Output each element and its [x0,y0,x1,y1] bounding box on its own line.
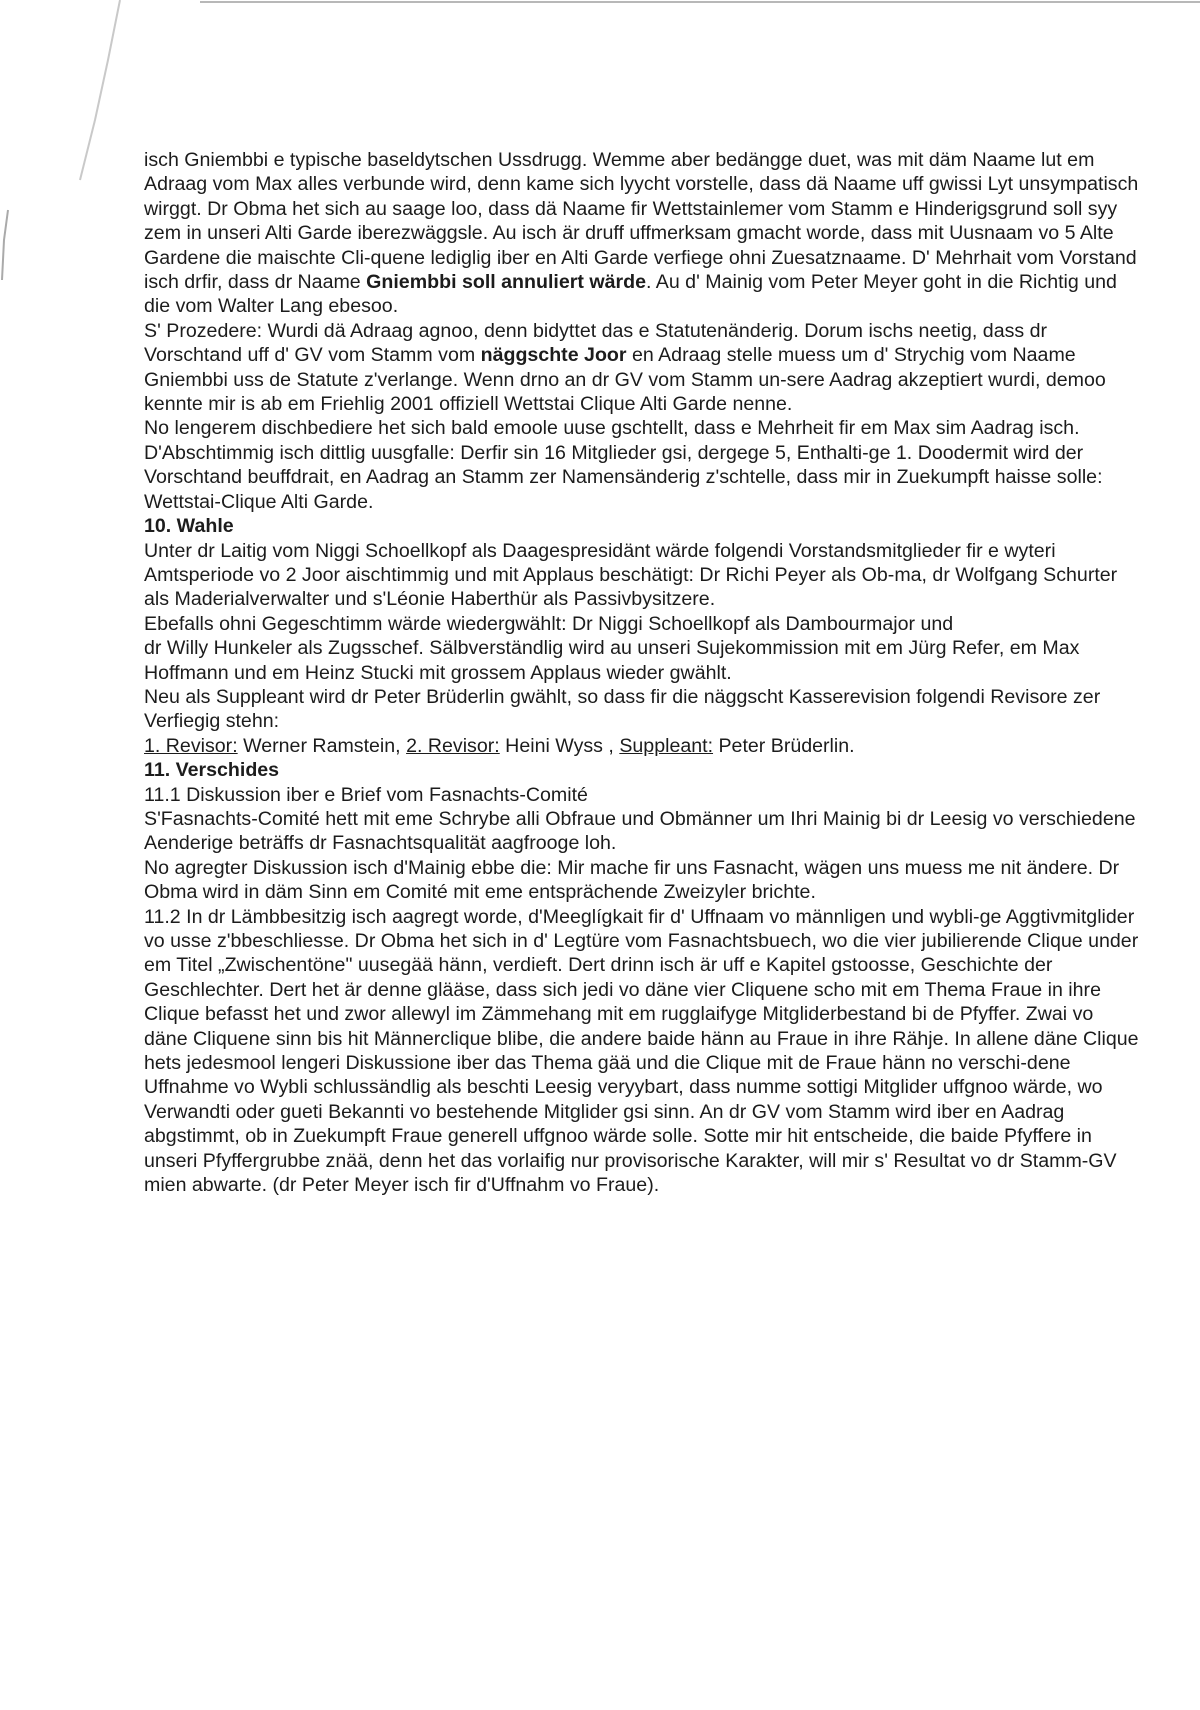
revisors-line [144,734,1139,758]
left-fold-mark [80,0,120,180]
section-10 [144,514,1139,758]
bold-phrase: Gniembbi soll annuliert wärde [366,271,646,294]
left-edge-mark [2,210,8,280]
paragraph-procedure [144,319,1139,417]
paragraph-reelection [144,612,1139,685]
paragraph-text: en Adraag stelle muess um d' Strychig vom Naame Gniembbi uss de Statute z'verlange. Wenn drno an dr GV vom Stamm un-sere Aadrag akzeptiert wurdi, demoo kennte mir is ab em Friehlig 2001 offiziell Wettstai Clique Alti Garde nenne. [144,344,1106,416]
revisor-1-label: 1. Revisor: [144,734,238,757]
revisor-2-label: 2. Revisor: [406,734,500,757]
paragraph-text: isch Gniembbi e typische baseldytschen Ussdrugg. Wemme aber bedängge duet, was mit däm Naame lut em Adraag vom Max alles verbunde wird, denn kame sich lyycht vorstelle, dass dä Naame uff gwissi Lyt unsympatisch wirggt. Dr Obma het sich au saage loo, dass dä Naame fir Wettstainlemer vom Stamm e Hinderigsgrund soll syy zem in unseri Alti Garde iberezwäggsle. Au isch är druff uffmerksam gmacht worde, dass mit Uusnaam vo 5 Alte Gardene die maischte Cli-quene lediglig iber en Alti Garde verfiege ohni Zuesatznaame. D' Mehrhait vom Vorstand isch drfir, dass dr Naame [144,149,1139,294]
suppleant-label: Suppleant: [619,734,714,757]
paragraph-line: Ebefalls ohni Gegeschtimm wärde wiedergwählt: Dr Niggi Schoellkopf als Dambourmajor und [144,612,954,635]
paragraph-name-discussion [144,148,1139,319]
paragraph-comite-letter: S'Fasnachts-Comité hett mit eme Schrybe alli Obfraue und Obmänner um Ihri Mainig bi dr Leesig vo verschiedene Aenderige beträffs dr Fasnachtsqualität aagfrooge loh. [144,807,1136,855]
paragraph-vote-result: No lengerem dischbediere het sich bald emoole uuse gschtellt, dass e Mehrheit fir em Max sim Aadrag isch. D'Abschtimmig isch dittlig uusgfalle: Derfir sin 16 Mitglieder gsi, dergege 5, Enthalti-ge 1. Doodermit wird der Vorschtand beuffdrait, en Aadrag an Stamm zer Namensänderig z'schtelle, dass mir in Zuekumpft haisse solle: Wettstai-Clique Alti Garde. [144,417,1103,513]
paragraph-board-election: Unter dr Laitig vom Niggi Schoellkopf als Daagespresidänt wärde folgendi Vorstandsmitglieder fir e wyteri Amtsperiode vo 2 Joor aischtimmig und mit Applaus beschätigt: Dr Richi Peyer als Ob-ma, dr Wolfgang Schurter als Maderialverwalter und s'Léonie Haberthür als Passivbysitzere. [144,539,1118,611]
paragraph-suppleant: Neu als Suppleant wird dr Peter Brüderlin gwählt, so dass fir die näggscht Kasserevision folgendi Revisore zer Verfiegig stehn: [144,685,1101,733]
section-heading: 10. Wahle [144,515,234,538]
bold-phrase: näggschte Joor [480,344,627,367]
suppleant-name: Peter Brüderlin. [713,734,855,757]
section-11 [144,758,1139,1197]
paragraph-membership-women: 11.2 In dr Lämbbesitzig isch aagregt worde, d'Meeglígkait fir d' Uffnaam vo männligen und wybli-ge Aggtivmitglider vo usse z'bbeschliesse. Dr Obma het sich in d' Legtüre vom Fasnachtsbuech, wo die vier jubilierende Clique under em Titel „Zwischentöne" uusegää hänn, verdieft. Dert drinn isch är uff e Kapitel gstoosse, Geschichte der Geschlechter. Dert het är denne glääse, dass sich jedi vo däne vier Cliquene scho mit em Thema Fraue in ihre Clique befasst het und zwor allewyl im Zämmehang mit em rugglaifyge Mitgliderbestand bi de Pfyffer. Zwai vo däne Cliquene sinn bis hit Männerclique blibe, die andere baide hänn au Fraue in ihre Rähje. In allene däne Clique hets jedesmool lengeri Diskussione iber das Thema gää und die Clique mit de Fraue hänn no verschi-dene Uffnahme vo Wybli schlussändlig als beschti Leesig veryybart, dass numme sottigi Mitglider uffgnoo wärde, wo Verwandti oder gueti Bekannti vo bestehende Mitglider gsi sinn. An dr GV vom Stamm wird iber en Aadrag abgstimmt, ob in Zuekumpft Fraue generell uffgnoo wärde solle. Sotte mir hit entscheide, die baide Pfyffere in unseri Pfyffergrubbe znää, denn het das vorlaifig nur provisorische Karakter, will mir s' Resultat vo dr Stamm-GV mien abwarte. (dr Peter Meyer isch fir d'Uffnahm vo Fraue). [144,905,1139,1197]
document-body [144,148,1139,1197]
paragraph-discussion-result: No agregter Diskussion isch d'Mainig ebbe die: Mir mache fir uns Fasnacht, wägen uns muess me nit ändere. Dr Obma wird in däm Sinn em Comité mit eme entsprächende Zweizyler brichte. [144,856,1120,904]
paragraph-text: S' Prozedere: Wurdi dä Adraag agnoo, denn bidyttet das e Statutenänderig. Dorum ischs neetig, dass dr Vorschtand uff d' GV vom Stamm vom [144,319,1048,367]
revisor-1-name: Werner Ramstein, [237,734,407,757]
paragraph-text: . Au d' Mainig vom Peter Meyer goht in die Richtig und die vom Walter Lang ebesoo. [144,271,1117,318]
subsection-title: 11.1 Diskussion iber e Brief vom Fasnachts-Comité [144,783,588,806]
section-heading: 11. Verschides [144,759,280,782]
revisor-2-name: Heini Wyss , [499,734,620,757]
paragraph-text: dr Willy Hunkeler als Zugsschef. Sälbverständlig wird au unseri Sujekommission mit em Jürg Refer, em Max Hoffmann und em Heinz Stucki mit grossem Applaus wieder gwählt. [144,637,1080,684]
